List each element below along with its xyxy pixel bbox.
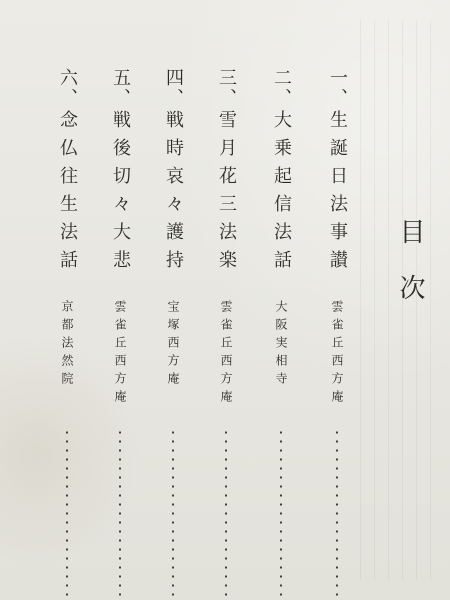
toc-entry-location: 雲雀丘西方庵 [219, 300, 233, 408]
leader-dots [336, 428, 338, 600]
toc-entry-location: 京都法然院 [60, 300, 74, 390]
leader-dots [280, 428, 282, 600]
toc-entry [211, 68, 241, 588]
toc-entry-title: 戦時哀々護持 [163, 110, 184, 278]
toc-entry-number: 六、 [57, 68, 78, 108]
toc-entry-location: 雲雀丘西方庵 [330, 300, 344, 408]
toc-entry-number: 一、 [327, 68, 348, 108]
leader-dots [225, 428, 227, 600]
toc-entry-title: 大乗起信法話 [271, 110, 292, 278]
toc-entry [105, 68, 135, 588]
toc-entry-title: 雪月花三法楽 [216, 110, 237, 278]
leader-dots [172, 428, 174, 600]
toc-entry [52, 68, 82, 588]
toc-entry-number: 三、 [216, 68, 237, 108]
toc-entry-number: 五、 [110, 68, 131, 108]
toc-entry-title: 念仏往生法話 [57, 110, 78, 278]
toc-entry [322, 68, 352, 588]
leader-dots [66, 428, 68, 600]
toc-entry-location: 宝塚西方庵 [166, 300, 180, 390]
toc-entry-location: 雲雀丘西方庵 [113, 300, 127, 408]
toc-entry-title: 戦後切々大悲 [110, 110, 131, 278]
toc-entry-number: 二、 [271, 68, 292, 108]
toc-title: 目次 [395, 218, 425, 330]
toc-entry-title: 生誕日法事讃 [327, 110, 348, 278]
toc-entry [266, 68, 296, 588]
toc-entry [158, 68, 188, 588]
toc-entry-location: 大阪実相寺 [274, 300, 288, 390]
leader-dots [119, 428, 121, 600]
toc-entry-number: 四、 [163, 68, 184, 108]
